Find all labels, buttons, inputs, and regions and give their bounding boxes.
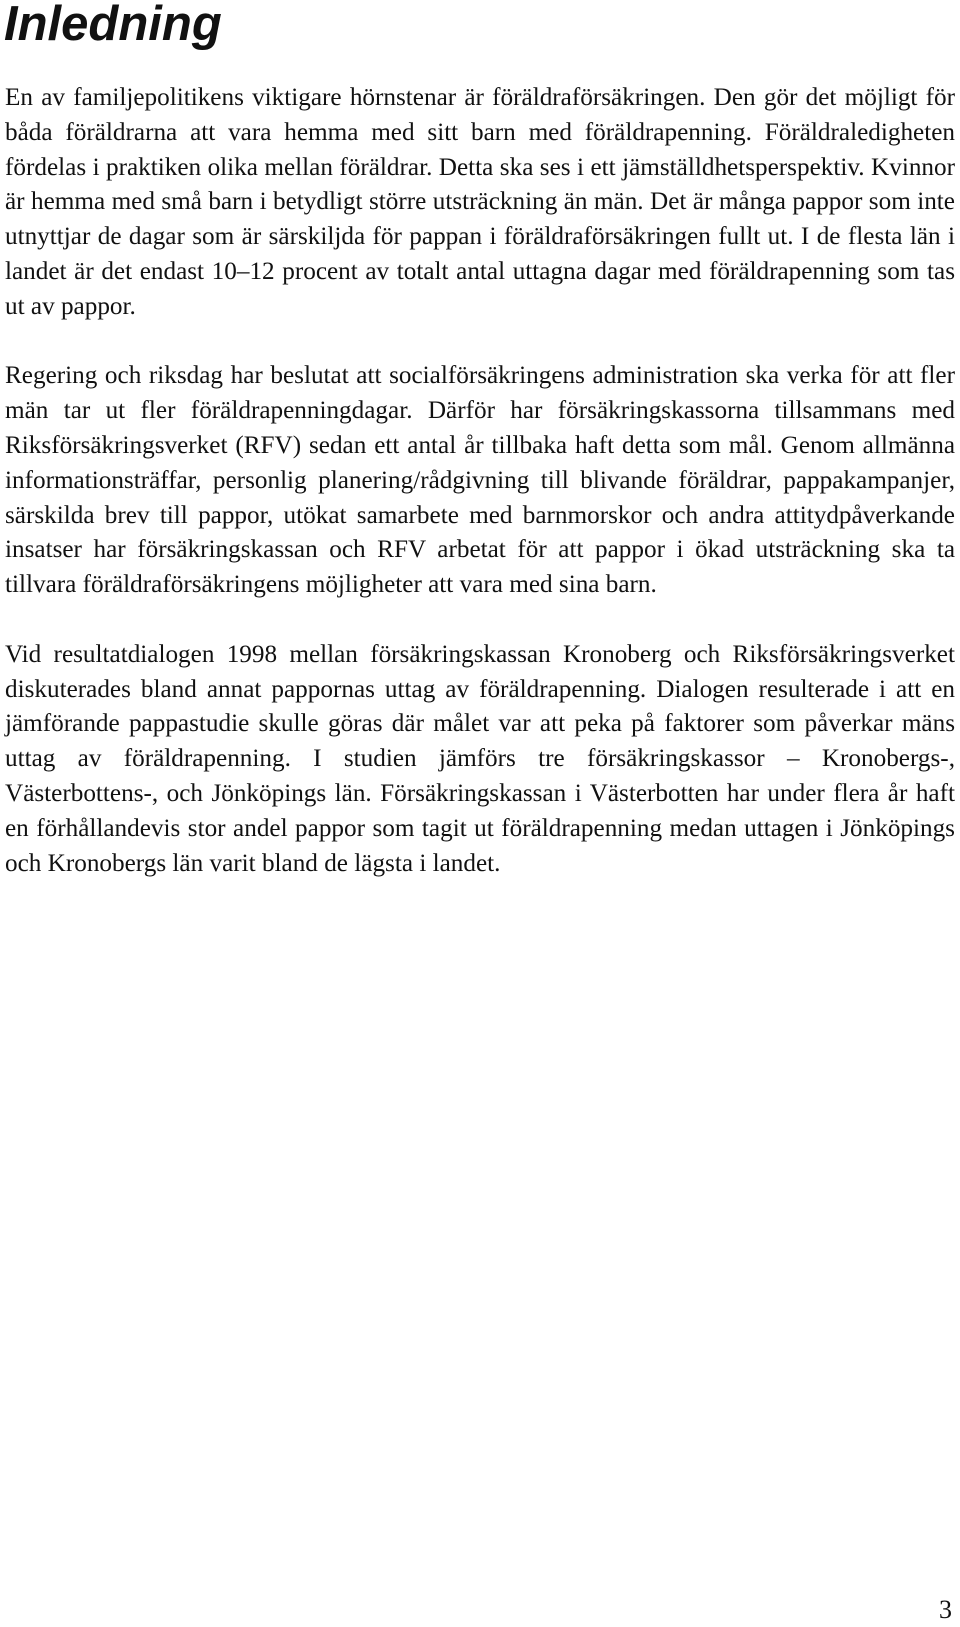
page-number: 3 bbox=[939, 1595, 952, 1624]
paragraph-government-goal: Regering och riksdag har beslutat att socialförsäkringens administration ska verka för att fler män tar ut fler föräldrapenningdagar. Därför har försäkringskassorna tillsammans med Riksförsäkringsverket (RFV) sedan ett antal år tillbaka haft detta som mål. Genom allmänna informationsträffar, personlig planering/rådgivning till blivande föräldrar, pappakampanjer, särskilda brev till pappor, utökat samarbete med barnmorskor och andra attitydpåverkande insatser har försäkringskassan och RFV arbetat för att pappor i ökad utsträckning ska ta tillvara föräldraförsäkringens möjligheter att vara med sina barn. bbox=[5, 362, 955, 599]
paragraph-intro: En av familjepolitikens viktigare hörnstenar är föräldraförsäkringen. Den gör det möjligt för båda föräldrarna att vara hemma med sitt barn med föräldrapenning. Föräldraledigheten fördelas i praktiken olika mellan föräldrar. Detta ska ses i ett jämställdhetsperspektiv. Kvinnor är hemma med små barn i betydligt större utsträckning än män. Det är många pappor som inte utnyttjar de dagar som är särskiljda för pappan i föräldraförsäkringen fullt ut. I de flesta län i landet är det endast 10–12 procent av totalt antal uttagna dagar med föräldrapenning som tas ut av pappor. bbox=[5, 84, 955, 320]
page-title: Inledning bbox=[4, 0, 222, 51]
body-text bbox=[5, 81, 955, 881]
paragraph-study-background: Vid resultatdialogen 1998 mellan försäkringskassan Kronoberg och Riksförsäkringsverket diskuterades bland annat pappornas uttag av föräldrapenning. Dialogen resulterade i att en jämförande pappastudie skulle göras där målet var att peka på faktorer som påverkar mäns uttag av föräldrapenning. I studien jämförs tre försäkringskassor – Kronobergs-, Västerbottens-, och Jönköpings län. Försäkringskassan i Västerbotten har under flera år haft en förhållandevis stor andel pappor som tagit ut föräldrapenning medan uttagen i Jönköpings och Kronobergs län varit bland de lägsta i landet. bbox=[5, 640, 955, 877]
